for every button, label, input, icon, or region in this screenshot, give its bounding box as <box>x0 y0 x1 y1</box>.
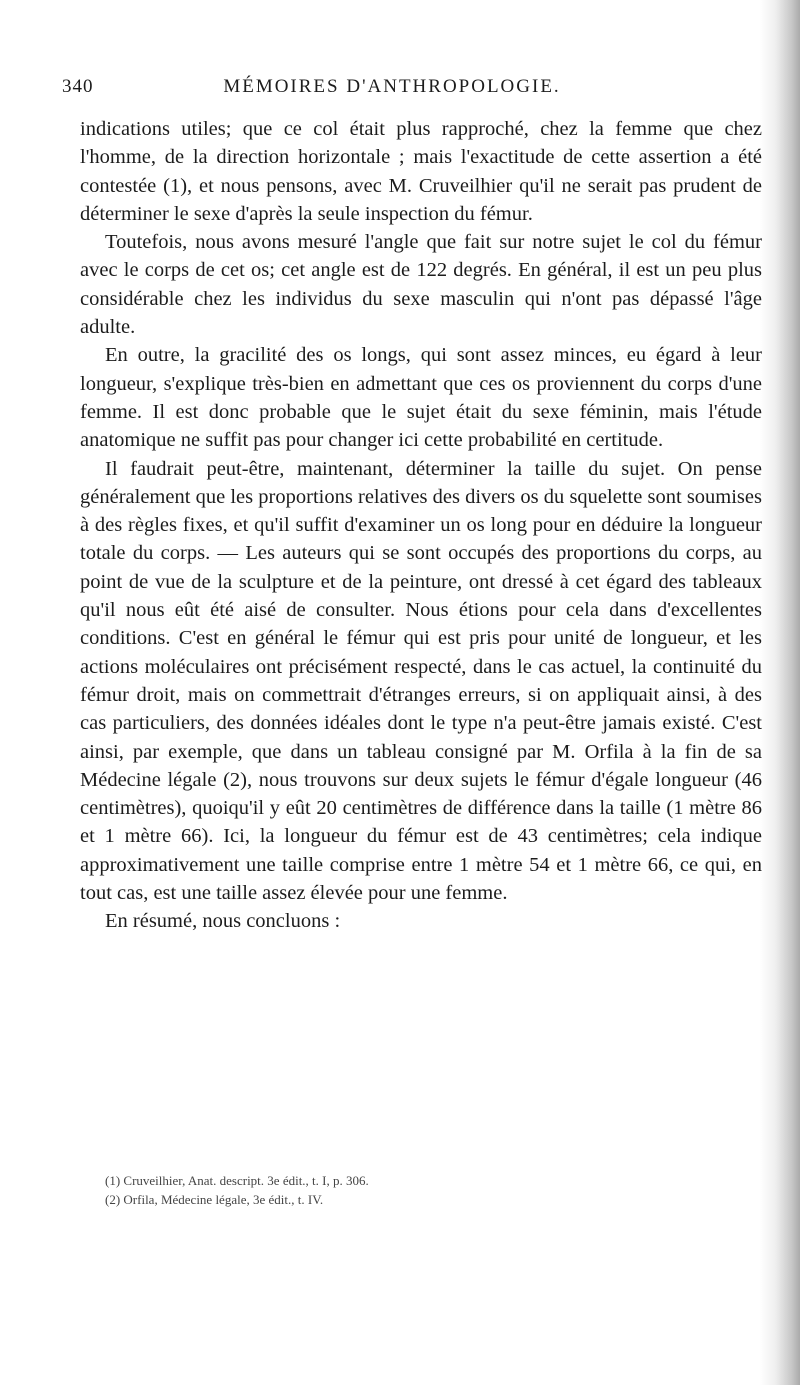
paragraph: En résumé, nous concluons : <box>105 910 341 933</box>
paragraph: indications utiles; que ce col était plus rapproché, chez la femme que chez l'homme, de la direction horizontale ; mais l'exactitude de cette assertion a été contestée (1), et nous pensons, avec M. Cruveilhier qu'il ne serait pas prudent de déterminer le sexe d'après la seule inspection du fémur. <box>80 118 762 225</box>
footnotes <box>105 1171 765 1209</box>
footnote-1: (1) Cruveilhier, Anat. descript. 3e édit., t. I, p. 306. <box>105 1173 369 1188</box>
footnote-2: (2) Orfila, Médecine légale, 3e édit., t. IV. <box>105 1192 324 1207</box>
paragraph: Toutefois, nous avons mesuré l'angle que fait sur notre sujet le col du fémur avec le corps de cet os; cet angle est de 122 degrés. En général, il est un peu plus considérable chez les individus du sexe masculin qui n'ont pas dépassé l'âge adulte. <box>80 231 762 339</box>
body-text <box>80 115 762 936</box>
running-title: MÉMOIRES D'ANTHROPOLOGIE. <box>223 76 561 97</box>
paragraph: Il faudrait peut-être, maintenant, déterminer la taille du sujet. On pense généralement que les proportions relatives des divers os du squelette sont soumises à des règles fixes, et qu'il suffit d'examiner un os long pour en déduire la longueur totale du corps. — Les auteurs qui se sont occupés des proportions du corps, au point de vue de la sculpture et de la peinture, ont dressé à cet égard des tableaux qu'il nous eût été aisé de consulter. Nous étions pour cela dans d'excellentes conditions. C'est en général le fémur qui est pris pour unité de longueur, et les actions moléculaires ont précisément respecté, dans le cas actuel, la continuité du fémur droit, mais on commettrait d'étranges erreurs, si on appliquait ainsi, à des cas particuliers, des données idéales dont le type n'a peut-être jamais existé. C'est ainsi, par exemple, que dans un tableau consigné par M. Orfila à la fin de sa Médecine légale (2), nous trouvons sur deux sujets le fémur d'égale longueur (46 centimètres), quoiqu'il y eût 20 centimètres de différence dans la taille (1 mètre 86 et 1 mètre 66). Ici, la longueur du fémur est de 43 centimètres; cela indique approximativement une taille comprise entre 1 mètre 54 et 1 mètre 66, ce qui, en tout cas, est une taille assez élevée pour une femme. <box>80 457 762 905</box>
page-number: 340 <box>62 76 94 97</box>
page-header <box>62 76 722 100</box>
paragraph: En outre, la gracilité des os longs, qui sont assez minces, eu égard à leur longueur, s'explique très-bien en admettant que ces os proviennent du corps d'une femme. Il est donc probable que le sujet était du sexe féminin, mais l'étude anatomique ne suffit pas pour changer ici cette probabilité en certitude. <box>80 344 762 452</box>
